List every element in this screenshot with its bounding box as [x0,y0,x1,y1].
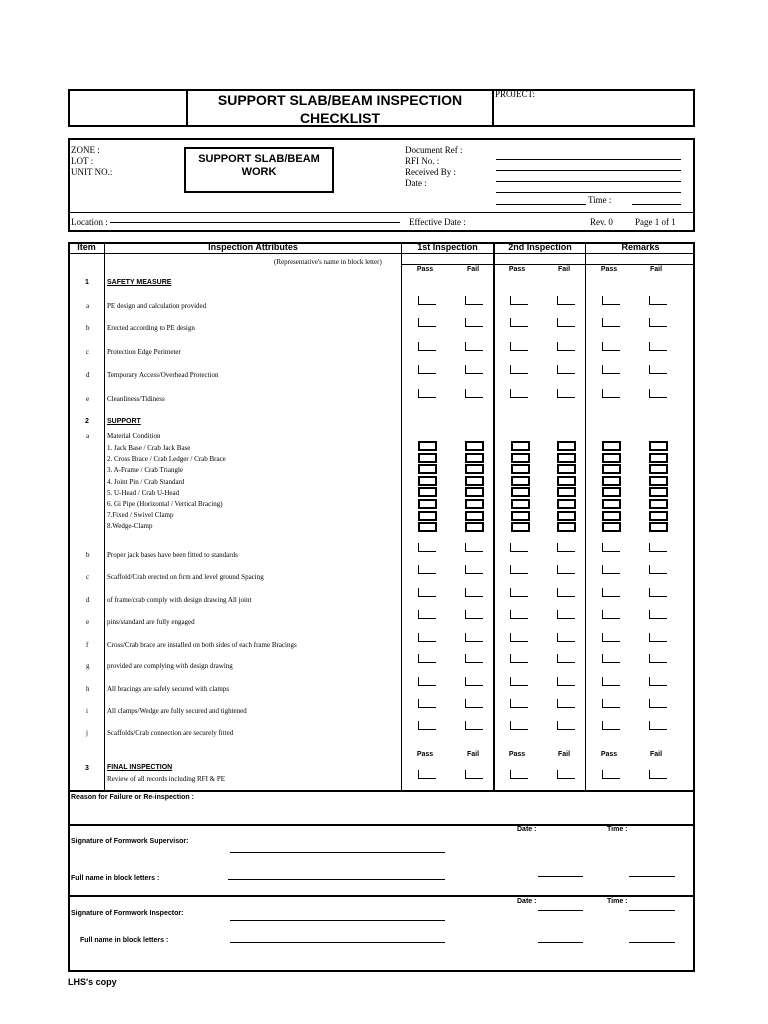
safety-b-checkbox-0[interactable] [418,318,436,327]
safety-a-checkbox-3[interactable] [557,296,575,305]
material-checkbox-5-1[interactable] [649,453,668,463]
support-e-checkbox-1[interactable] [465,610,483,619]
material-line: 3. A-Frame / Crab Triangle [107,466,184,475]
support-item-letter: d [86,596,90,604]
material-line: 5. U-Head / Crab U-Head [107,488,180,497]
safety-d-checkbox-4[interactable] [602,365,620,374]
support-g-checkbox-4[interactable] [602,654,620,663]
section-1-number: 1 [85,279,89,286]
support-item-letter: e [86,618,90,626]
material-checkbox-1-0[interactable] [465,441,484,451]
material-checkbox-4-5[interactable] [602,499,621,509]
support-d-checkbox-0[interactable] [418,588,436,597]
header-pass-label-0: Pass [416,266,434,273]
support-e-checkbox-4[interactable] [602,610,620,619]
support-c-checkbox-1[interactable] [465,565,483,574]
support-f-checkbox-4[interactable] [602,633,620,642]
support-e-checkbox-5[interactable] [649,610,667,619]
material-checkbox-2-1[interactable] [511,453,530,463]
material-line: 4. Joint Pin / Crab Standard [107,477,185,486]
support-b-checkbox-4[interactable] [602,543,620,552]
support-item-text: Scaffolds/Crab connection are securely fitted [107,729,234,737]
safety-e-checkbox-3[interactable] [557,389,575,398]
safety-e-checkbox-0[interactable] [418,389,436,398]
material-line: 1. Jack Base / Crab Jack Base [107,444,191,452]
material-checkbox-2-3[interactable] [511,476,530,486]
supervisor-time-line[interactable] [629,876,675,877]
support-i-checkbox-2[interactable] [510,699,528,708]
support-d-checkbox-2[interactable] [510,588,528,597]
material-letter: a [86,432,90,440]
material-checkbox-0-0[interactable] [418,441,437,451]
support-e-checkbox-0[interactable] [418,610,436,619]
header-first-inspection: 1st Inspection [417,242,478,252]
date-line-2[interactable] [496,192,681,193]
material-checkbox-3-3[interactable] [557,476,576,486]
safety-b-checkbox-3[interactable] [557,318,575,327]
support-item-letter: b [86,551,90,559]
safety-a-checkbox-1[interactable] [465,296,483,305]
material-checkbox-5-5[interactable] [649,499,668,509]
material-checkbox-3-5[interactable] [557,499,576,509]
material-line: 7.Fixed / Swivel Clamp [107,511,174,520]
safety-item-letter: e [86,395,90,403]
info-divider [68,212,695,213]
section-3-title: FINAL INSPECTION [107,764,173,771]
safety-c-checkbox-5[interactable] [649,342,667,351]
header-fail-label-1: Fail [466,266,480,273]
lot-label: LOT : [71,156,94,166]
material-line: 6. Gi Pipe (Horizontal / Vertical Bracing) [107,500,223,508]
material-checkbox-3-1[interactable] [557,453,576,463]
header-bottom [68,253,695,254]
support-item-letter: i [86,707,88,715]
support-item-text: Cross/Crab brace are installed on both sides of each frame Bracings [107,641,297,649]
doc-ref-label: Document Ref : [405,145,463,155]
work-line-1: SUPPORT SLAB/BEAM [198,153,320,165]
support-b-checkbox-0[interactable] [418,543,436,552]
material-checkbox-1-5[interactable] [465,499,484,509]
header-fail-label-5: Fail [649,266,663,273]
material-checkbox-4-6[interactable] [602,511,621,521]
safety-b-checkbox-2[interactable] [510,318,528,327]
support-h-checkbox-2[interactable] [510,677,528,686]
final-fail-label-3: Fail [557,751,571,758]
effective-date-label: Effective Date : [409,217,466,227]
received-label: Received By : [405,167,456,177]
time-label: Time : [588,195,612,205]
header-pass-label-4: Pass [600,266,618,273]
col-remarks [585,242,586,792]
inspector-divider [68,895,695,897]
final-pass-label-4: Pass [600,751,618,758]
material-checkbox-4-7[interactable] [602,522,621,532]
support-i-checkbox-0[interactable] [418,699,436,708]
material-title: Material Condition [107,432,161,440]
footer-block [68,792,695,972]
safety-d-checkbox-5[interactable] [649,365,667,374]
safety-c-checkbox-0[interactable] [418,342,436,351]
support-f-checkbox-1[interactable] [465,633,483,642]
support-d-checkbox-5[interactable] [649,588,667,597]
support-item-text: provided are complying with design drawing [107,662,233,670]
material-checkbox-3-4[interactable] [557,487,576,497]
material-checkbox-2-6[interactable] [511,511,530,521]
col-first [401,242,402,792]
support-h-checkbox-3[interactable] [557,677,575,686]
safety-item-text: Cleanliness/Tidiness [107,395,165,403]
support-item-text: of frame/crab comply with design drawing All joint [107,596,252,604]
header-item: Item [77,242,96,252]
rep-note: (Representative's name in block letter) [274,258,382,266]
support-item-letter: f [86,641,89,649]
material-checkbox-0-2[interactable] [418,464,437,474]
supervisor-fullname-line[interactable] [228,879,445,880]
safety-a-checkbox-5[interactable] [649,296,667,305]
safety-item-letter: c [86,348,90,356]
final-fail-label-1: Fail [466,751,480,758]
support-f-checkbox-2[interactable] [510,633,528,642]
material-checkbox-5-3[interactable] [649,476,668,486]
material-line: 2. Cross Brace / Crab Ledger / Crab Brace [107,455,226,464]
final-pass-label-0: Pass [416,751,434,758]
support-item-text: Proper jack bases have been fitted to standards [107,551,238,559]
support-c-checkbox-2[interactable] [510,565,528,574]
section-1-title: SAFETY MEASURE [107,279,172,286]
header-attributes: Inspection Attributes [208,242,298,252]
col-second [493,242,495,792]
final-review-checkbox-4[interactable] [602,770,620,779]
support-item-letter: j [86,729,88,737]
support-f-checkbox-5[interactable] [649,633,667,642]
safety-e-checkbox-5[interactable] [649,389,667,398]
safety-item-letter: b [86,324,90,332]
safety-item-text: PE design and calculation provided [107,302,207,310]
support-c-checkbox-3[interactable] [557,565,575,574]
material-checkbox-2-2[interactable] [511,464,530,474]
rfi-line[interactable] [496,159,681,160]
support-j-checkbox-2[interactable] [510,721,528,730]
support-g-checkbox-3[interactable] [557,654,575,663]
support-i-checkbox-4[interactable] [602,699,620,708]
safety-a-checkbox-4[interactable] [602,296,620,305]
support-item-letter: c [86,573,90,581]
support-g-checkbox-1[interactable] [465,654,483,663]
safety-b-checkbox-1[interactable] [465,318,483,327]
support-i-checkbox-1[interactable] [465,699,483,708]
final-fail-label-5: Fail [649,751,663,758]
final-review-checkbox-0[interactable] [418,770,436,779]
material-checkbox-1-6[interactable] [465,511,484,521]
time-line[interactable] [632,204,681,205]
support-e-checkbox-2[interactable] [510,610,528,619]
support-item-text: All clamps/Wedge are fully secured and tightened [107,707,247,715]
location-line[interactable] [110,222,400,223]
safety-item-text: Protection Edge Perimeter [107,348,181,356]
passfail-top [401,264,695,265]
support-c-checkbox-5[interactable] [649,565,667,574]
material-checkbox-4-2[interactable] [602,464,621,474]
support-h-checkbox-4[interactable] [602,677,620,686]
section-3-number: 3 [85,765,89,772]
material-checkbox-1-1[interactable] [465,453,484,463]
final-review-checkbox-5[interactable] [649,770,667,779]
safety-c-checkbox-1[interactable] [465,342,483,351]
copy-label: LHS's copy [68,977,117,987]
supervisor-date-line[interactable] [538,876,583,877]
support-f-checkbox-0[interactable] [418,633,436,642]
support-h-checkbox-5[interactable] [649,677,667,686]
support-j-checkbox-3[interactable] [557,721,575,730]
support-j-checkbox-5[interactable] [649,721,667,730]
safety-b-checkbox-5[interactable] [649,318,667,327]
safety-a-checkbox-0[interactable] [418,296,436,305]
material-checkbox-0-5[interactable] [418,499,437,509]
safety-item-text: Erected according to PE design [107,324,195,332]
location-label: Location : [71,217,108,227]
revision: Rev. 0 [590,217,613,227]
support-d-checkbox-4[interactable] [602,588,620,597]
support-b-checkbox-5[interactable] [649,543,667,552]
material-checkbox-0-6[interactable] [418,511,437,521]
material-checkbox-1-4[interactable] [465,487,484,497]
inspector-date-line[interactable] [538,942,583,943]
safety-a-checkbox-2[interactable] [510,296,528,305]
supervisor-time-label: Time : [607,826,628,833]
material-checkbox-2-7[interactable] [511,522,530,532]
header-pass-label-2: Pass [508,266,526,273]
support-h-checkbox-1[interactable] [465,677,483,686]
support-c-checkbox-0[interactable] [418,565,436,574]
support-j-checkbox-1[interactable] [465,721,483,730]
material-checkbox-4-1[interactable] [602,453,621,463]
support-b-checkbox-2[interactable] [510,543,528,552]
safety-d-checkbox-2[interactable] [510,365,528,374]
final-item-text: Review of all records including RFI & PE [107,775,226,783]
support-e-checkbox-3[interactable] [557,610,575,619]
safety-d-checkbox-1[interactable] [465,365,483,374]
inspector-signature-label: Signature of Formwork Inspector: [71,910,184,917]
inspector-date-line-top[interactable] [538,910,583,911]
support-item-letter: h [86,685,90,693]
final-pass-label-2: Pass [508,751,526,758]
material-checkbox-1-7[interactable] [465,522,484,532]
rfi-label: RFI No. : [405,156,440,166]
supervisor-signature-line[interactable] [230,852,445,853]
support-j-checkbox-4[interactable] [602,721,620,730]
support-f-checkbox-3[interactable] [557,633,575,642]
safety-e-checkbox-2[interactable] [510,389,528,398]
material-checkbox-5-0[interactable] [649,441,668,451]
material-checkbox-0-3[interactable] [418,476,437,486]
title-line-1: SUPPORT SLAB/BEAM INSPECTION [217,92,463,108]
support-g-checkbox-0[interactable] [418,654,436,663]
work-label [186,153,332,179]
material-checkbox-5-2[interactable] [649,464,668,474]
material-line: 8.Wedge-Clamp [107,522,153,531]
material-checkbox-5-4[interactable] [649,487,668,497]
inspector-date-label: Date : [517,898,537,905]
safety-item-letter: d [86,371,90,379]
support-i-checkbox-5[interactable] [649,699,667,708]
supervisor-signature-label: Signature of Formwork Supervisor: [71,838,189,845]
material-checkbox-3-2[interactable] [557,464,576,474]
support-g-checkbox-5[interactable] [649,654,667,663]
support-j-checkbox-0[interactable] [418,721,436,730]
support-item-text: All bracings are safely secured with clamps [107,685,230,693]
final-review-checkbox-2[interactable] [510,770,528,779]
safety-item-letter: a [86,302,90,310]
supervisor-fullname-label: Full name in block letters : [71,875,160,882]
material-checkbox-0-4[interactable] [418,487,437,497]
support-b-checkbox-3[interactable] [557,543,575,552]
supervisor-date-label: Date : [517,826,537,833]
support-g-checkbox-2[interactable] [510,654,528,663]
header-second-inspection: 2nd Inspection [508,242,572,252]
inspector-time-label: Time : [607,898,628,905]
header-remarks: Remarks [621,242,660,252]
section-2-title: SUPPORT [107,418,141,425]
material-checkbox-2-5[interactable] [511,499,530,509]
safety-d-checkbox-3[interactable] [557,365,575,374]
final-review-checkbox-3[interactable] [557,770,575,779]
safety-e-checkbox-4[interactable] [602,389,620,398]
reason-divider [68,824,695,826]
support-h-checkbox-0[interactable] [418,677,436,686]
unit-label: UNIT NO.: [71,167,113,177]
final-review-checkbox-1[interactable] [465,770,483,779]
support-item-letter: g [86,662,90,670]
title-line-2: CHECKLIST [299,110,381,126]
support-c-checkbox-4[interactable] [602,565,620,574]
project-label: PROJECT: [495,89,536,99]
material-checkbox-0-7[interactable] [418,522,437,532]
material-checkbox-5-6[interactable] [649,511,668,521]
safety-d-checkbox-0[interactable] [418,365,436,374]
safety-e-checkbox-1[interactable] [465,389,483,398]
safety-c-checkbox-3[interactable] [557,342,575,351]
support-item-text: Scaffold/Crab erected on firm and level ground Spacing [107,573,264,581]
work-line-2: WORK [241,166,277,178]
material-checkbox-5-7[interactable] [649,522,668,532]
page-number: Page 1 of 1 [635,217,676,227]
time-prefix-line [496,204,586,205]
inspector-signature-line[interactable] [230,920,445,921]
safety-b-checkbox-4[interactable] [602,318,620,327]
date-label: Date : [405,178,427,188]
material-checkbox-3-0[interactable] [557,441,576,451]
support-d-checkbox-3[interactable] [557,588,575,597]
reason-label: Reason for Failure or Re-inspection : [71,794,194,801]
support-i-checkbox-3[interactable] [557,699,575,708]
material-checkbox-2-4[interactable] [511,487,530,497]
inspector-fullname-line[interactable] [230,942,445,943]
material-checkbox-0-1[interactable] [418,453,437,463]
safety-item-text: Temporary Access/Overhead Protection [107,371,219,379]
col-item [104,242,105,792]
inspector-time-line-top[interactable] [629,910,675,911]
material-checkbox-4-0[interactable] [602,441,621,451]
material-checkbox-4-4[interactable] [602,487,621,497]
date-line[interactable] [496,181,681,182]
material-checkbox-3-6[interactable] [557,511,576,521]
received-line[interactable] [496,170,681,171]
support-b-checkbox-1[interactable] [465,543,483,552]
header-fail-label-3: Fail [557,266,571,273]
material-checkbox-1-3[interactable] [465,476,484,486]
section-2-number: 2 [85,418,89,425]
support-d-checkbox-1[interactable] [465,588,483,597]
support-item-text: pins/standard are fully engaged [107,618,195,626]
page-title [188,91,492,127]
material-checkbox-4-3[interactable] [602,476,621,486]
inspector-time-line[interactable] [629,942,675,943]
inspector-fullname-label: Full name in block letters : [80,937,169,944]
material-checkbox-2-0[interactable] [511,441,530,451]
zone-label: ZONE : [71,145,100,155]
safety-c-checkbox-4[interactable] [602,342,620,351]
material-checkbox-3-7[interactable] [557,522,576,532]
safety-c-checkbox-2[interactable] [510,342,528,351]
material-checkbox-1-2[interactable] [465,464,484,474]
